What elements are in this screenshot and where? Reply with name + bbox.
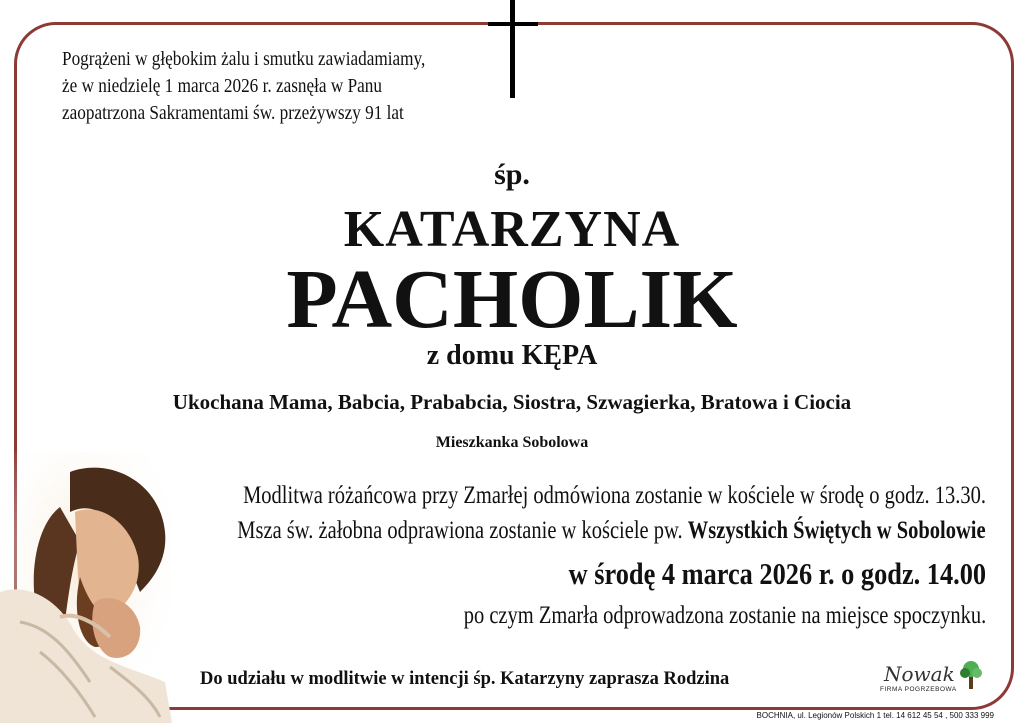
logo-subtitle: FIRMA POGRZEBOWA	[880, 686, 957, 693]
invitation: Do udziału w modlitwie w intencji śp. Katarzyny zaprasza Rodzina	[200, 669, 730, 689]
residence: Mieszkanka Sobolowa	[435, 434, 589, 451]
praying-jesus-image	[0, 452, 172, 723]
mass-prefix: Msza św. żałobna odprawiona zostanie w kościele pw.	[237, 517, 689, 544]
mass-church: Wszystkich Świętych w Sobolowie	[688, 517, 986, 544]
intro-line: zaopatrzona Sakramentami św. przeżywszy 91 lat	[62, 102, 404, 124]
burial-announcement: po czym Zmarła odprowadzona zostanie na miejsce spoczynku.	[463, 602, 986, 629]
mass-announcement	[238, 517, 986, 545]
cross-icon	[488, 0, 538, 100]
intro-line: Pogrążeni w głębokim żalu i smutku zawiadamiamy,	[62, 48, 426, 70]
intro-line: że w niedzielę 1 marca 2026 r. zasnęła w Panu	[62, 75, 382, 97]
mass-time: w środę 4 marca 2026 r. o godz. 14.00	[568, 556, 986, 591]
tree-icon	[958, 660, 984, 690]
intro-text	[62, 46, 492, 127]
maiden-name: z domu KĘPA	[426, 340, 598, 371]
honorific: śp.	[494, 158, 530, 191]
family-roles: Ukochana Mama, Babcia, Prababcia, Siostra, Szwagierka, Bratowa i Ciocia	[172, 390, 852, 414]
rosary-announcement: Modlitwa różańcowa przy Zmarłej odmówiona zostanie w kościele w środę o godz. 13.30.	[243, 482, 986, 509]
funeral-home-logo	[878, 660, 988, 700]
logo-name: Nowak	[884, 662, 955, 686]
last-name: PACHOLIK	[286, 253, 738, 346]
footer-contact: BOCHNIA, ul. Legionów Polskich 1 tel. 14 612 45 54 , 500 333 999	[753, 711, 998, 720]
first-name: KATARZYNA	[343, 201, 681, 258]
